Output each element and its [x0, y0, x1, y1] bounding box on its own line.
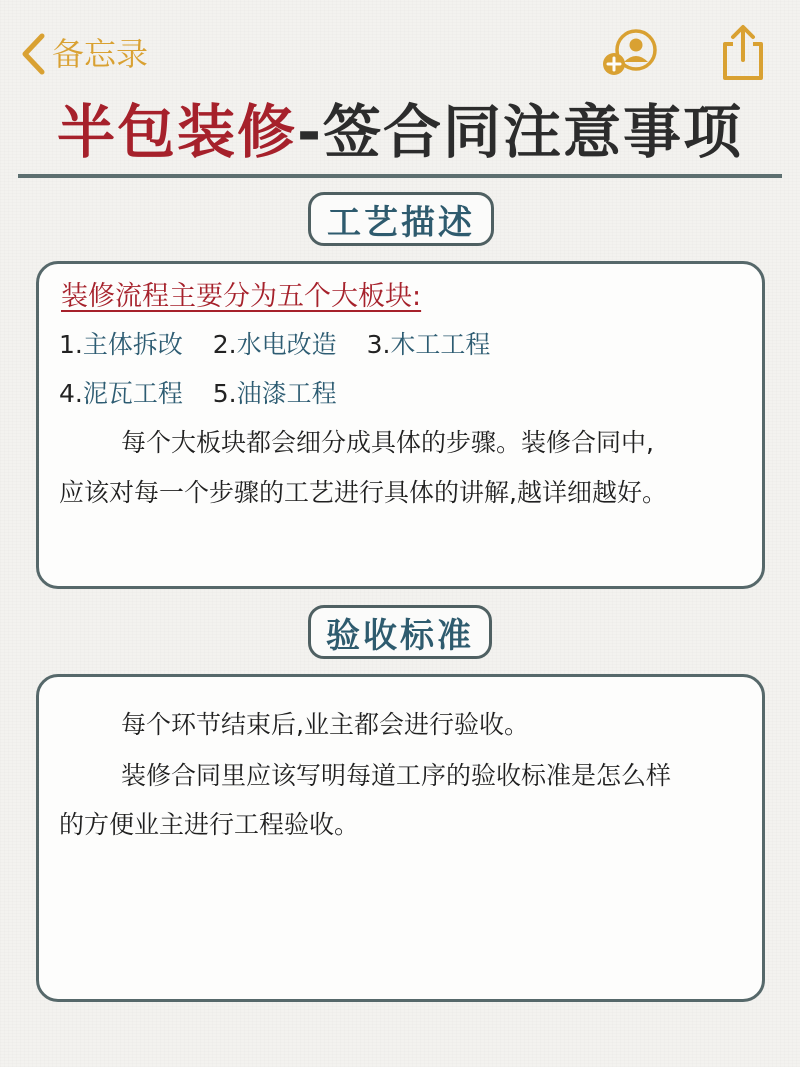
- process-item-row-2: [59, 379, 337, 409]
- process-item-number: 2.: [212, 330, 237, 359]
- process-item-name: 木工工程: [390, 330, 491, 359]
- add-collaborator-icon: [600, 26, 664, 82]
- process-item-name: 水电改造: [236, 330, 337, 359]
- process-item-name: 泥瓦工程: [82, 379, 183, 408]
- process-item-name: 油漆工程: [236, 379, 337, 408]
- process-item-number: 4.: [59, 379, 83, 408]
- share-button[interactable]: [716, 22, 770, 82]
- navigation-bar: [0, 0, 800, 100]
- process-heading: 装修流程主要分为五个大板块:: [61, 281, 422, 312]
- acceptance-body-line-2: 装修合同里应该写明每道工序的验收标准是怎么样: [121, 761, 672, 790]
- acceptance-body-line-3: 的方便业主进行工程验收。: [59, 810, 360, 839]
- add-collaborator-button[interactable]: [600, 26, 664, 82]
- acceptance-card: [36, 674, 765, 1002]
- acceptance-body-line-1: 每个环节结束后,业主都会进行验收。: [121, 710, 529, 739]
- process-item-number: 1.: [59, 330, 83, 359]
- title-divider: [18, 174, 782, 178]
- back-button-label: 备忘录: [52, 35, 149, 73]
- chevron-left-icon: [20, 32, 46, 76]
- process-item-row-1: [59, 330, 490, 360]
- process-body-line-2: 应该对每一个步骤的工艺进行具体的讲解,越详细越好。: [59, 478, 667, 507]
- share-icon: [716, 22, 770, 82]
- page-title: [0, 95, 800, 169]
- process-card: [36, 261, 765, 589]
- process-body-line-1: 每个大板块都会细分成具体的步骤。装修合同中,: [121, 428, 654, 457]
- page-title-main: 半包装修: [56, 98, 297, 166]
- section-label-acceptance: 验收标准: [308, 605, 492, 659]
- process-item-name: 主体拆改: [82, 330, 183, 359]
- back-button[interactable]: [20, 28, 148, 80]
- process-item-number: 5.: [212, 379, 237, 408]
- page-title-sub: -签合同注意事项: [296, 98, 744, 166]
- process-item-number: 3.: [366, 330, 391, 359]
- section-label-process: 工艺描述: [308, 192, 494, 246]
